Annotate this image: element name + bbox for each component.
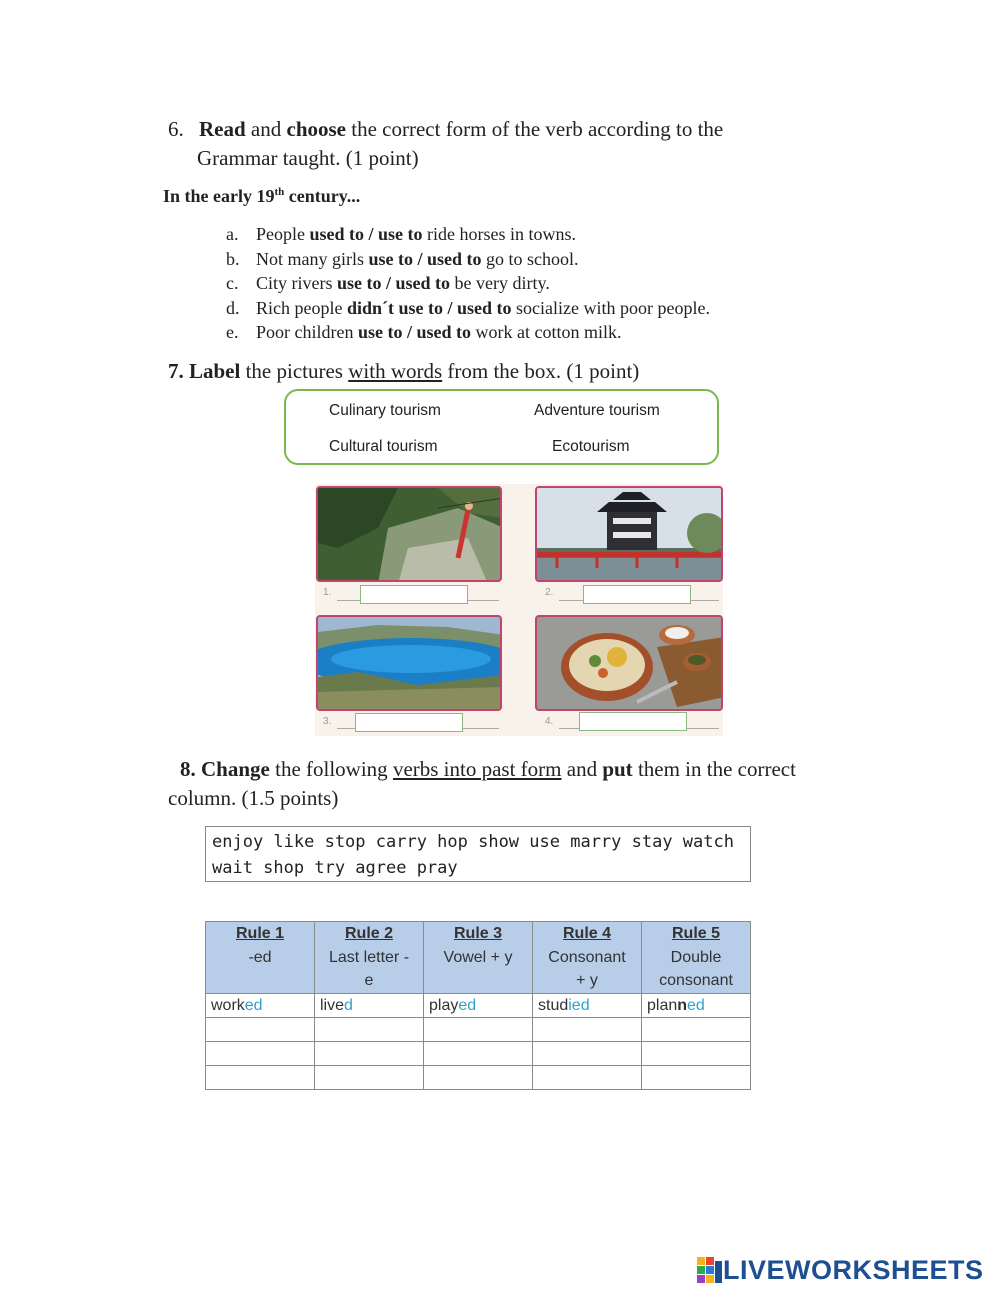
word-cultural: Cultural tourism (329, 438, 438, 455)
answer-input-4[interactable] (579, 712, 687, 731)
photo-panel (315, 484, 723, 736)
answer-cell[interactable] (206, 1018, 315, 1042)
q6-number: 6. (168, 117, 184, 141)
answer-cell[interactable] (533, 1066, 642, 1090)
table-row (206, 1018, 751, 1042)
answer-number-3: 3. (323, 716, 332, 727)
option-b2[interactable]: used to (427, 248, 482, 269)
example-rule-5: planned (642, 994, 751, 1018)
option-d2[interactable]: used to (457, 297, 512, 318)
photo-adventure (316, 486, 502, 582)
option-e1[interactable]: use to (357, 322, 403, 342)
example-rule-4: studied (533, 994, 642, 1018)
q6-context: In the early 19th century... (163, 186, 361, 206)
answer-cell[interactable] (424, 1042, 533, 1066)
photo-culinary-image (537, 617, 723, 711)
table-row (206, 1066, 751, 1090)
q6-heading-line2: Grammar taught. (1 point) (197, 146, 419, 170)
answer-cell[interactable] (315, 1066, 424, 1090)
answer-cell[interactable] (642, 1018, 751, 1042)
answer-number-2: 2. (545, 587, 554, 598)
word-ecotourism: Ecotourism (552, 438, 630, 455)
answer-cell[interactable] (206, 1042, 315, 1066)
liveworksheets-logo[interactable] (697, 1255, 984, 1286)
photo-culinary (535, 615, 723, 711)
answer-cell[interactable] (642, 1042, 751, 1066)
photo-eco-image (318, 617, 502, 711)
verb-line-1: enjoy like stop carry hop show use marry stay watch (212, 832, 734, 852)
photo-cultural (535, 486, 723, 582)
header-rule-3: Rule 3 Vowel + y (424, 922, 533, 994)
answer-cell[interactable] (642, 1066, 751, 1090)
list-item: a. People used to / use to ride horses in towns. (226, 224, 577, 244)
table-header-row (206, 922, 751, 994)
word-adventure: Adventure tourism (534, 402, 660, 419)
answer-cell[interactable] (206, 1066, 315, 1090)
option-a2[interactable]: use to (378, 224, 423, 244)
q8-heading: 8. Change the following verbs into past form and put them in the correct (180, 757, 796, 781)
answer-input-3[interactable] (355, 713, 463, 732)
q8-heading-line2: column. (1.5 points) (168, 786, 339, 810)
answer-cell[interactable] (424, 1066, 533, 1090)
photo-adventure-image (318, 488, 502, 582)
list-item: b. Not many girls use to / used to go to school. (226, 248, 579, 269)
table-row (206, 1042, 751, 1066)
answer-cell[interactable] (424, 1018, 533, 1042)
q7-heading: 7. Label the pictures with words from the box. (1 point) (168, 359, 640, 383)
header-rule-1: Rule 1 -ed (206, 922, 315, 994)
list-item: c. City rivers use to / used to be very dirty. (226, 273, 550, 293)
answer-number-1: 1. (323, 587, 332, 598)
option-a1[interactable]: used to (309, 224, 365, 244)
photo-eco (316, 615, 502, 711)
table-row (206, 994, 751, 1018)
example-rule-3: played (424, 994, 533, 1018)
answer-input-1[interactable] (360, 585, 468, 604)
logo-text: LIVEWORKSHEETS (723, 1255, 984, 1285)
option-c1[interactable]: use to (337, 273, 382, 293)
rules-table (205, 921, 751, 1090)
answer-cell[interactable] (315, 1018, 424, 1042)
example-rule-1: worked (206, 994, 315, 1018)
answer-cell[interactable] (533, 1042, 642, 1066)
answer-cell[interactable] (315, 1042, 424, 1066)
option-d1[interactable]: didn´t use to (346, 297, 444, 318)
word-box (284, 389, 719, 465)
answer-cell[interactable] (533, 1018, 642, 1042)
header-rule-2: Rule 2 Last letter - e (315, 922, 424, 994)
option-b1[interactable]: use to (368, 248, 413, 269)
q6-item-list (226, 222, 710, 345)
header-rule-4: Rule 4 Consonant + y (533, 922, 642, 994)
example-rule-2: lived (315, 994, 424, 1018)
verb-box (205, 826, 751, 882)
answer-number-4: 4. (545, 716, 554, 727)
answer-input-2[interactable] (583, 585, 691, 604)
header-rule-5: Rule 5 Double consonant (642, 922, 751, 994)
list-item: e. Poor children use to / used to work at cotton milk. (226, 322, 622, 342)
list-item: d. Rich people didn´t use to / used to socialize with poor people. (226, 297, 710, 318)
option-e2[interactable]: used to (416, 322, 472, 342)
q6-heading: 6. Read and choose the correct form of the verb according to the (168, 117, 724, 141)
option-c2[interactable]: used to (395, 273, 451, 293)
photo-cultural-image (537, 488, 723, 582)
word-culinary: Culinary tourism (329, 402, 441, 419)
logo-blocks-icon (697, 1257, 723, 1285)
verb-line-2: wait shop try agree pray (212, 858, 458, 878)
